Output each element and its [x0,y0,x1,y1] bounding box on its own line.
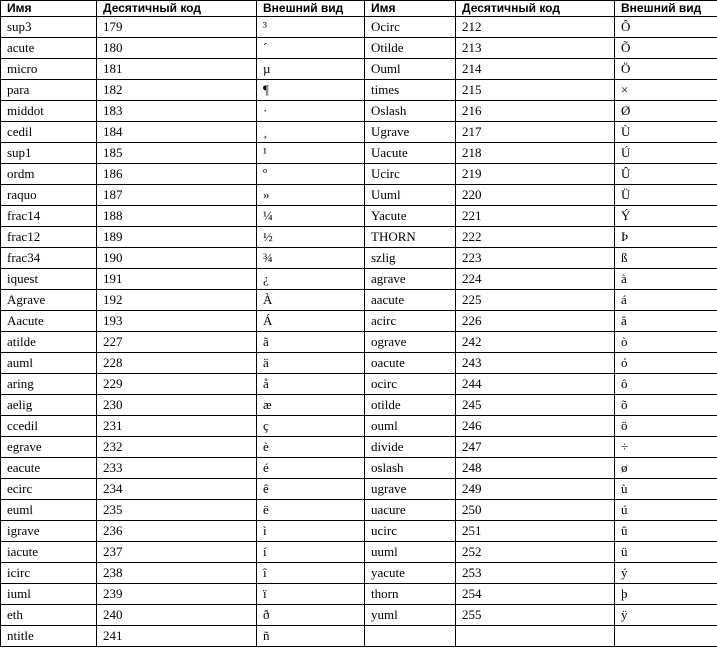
glyph-cell-right: â [615,311,717,332]
glyph-cell-left: Á [257,311,365,332]
table-row [1,101,717,122]
glyph-cell-right: õ [615,395,717,416]
glyph-cell-right [615,626,717,647]
glyph-cell-left: ä [257,353,365,374]
decimal-code-cell-left: 180 [97,38,257,59]
decimal-code-cell-left: 227 [97,332,257,353]
decimal-code-cell-left: 234 [97,479,257,500]
entity-name-cell-right: THORN [365,227,456,248]
entity-name-cell-right: yuml [365,605,456,626]
glyph-cell-left: í [257,542,365,563]
decimal-code-cell-left: 179 [97,17,257,38]
decimal-code-cell-left: 230 [97,395,257,416]
entity-name-cell-left: para [1,80,97,101]
decimal-code-cell-left: 190 [97,248,257,269]
table-row [1,227,717,248]
glyph-cell-left: µ [257,59,365,80]
header-view-left: Внешний вид [257,1,365,17]
decimal-code-cell-left: 236 [97,521,257,542]
decimal-code-cell-right: 215 [456,80,615,101]
table-row [1,437,717,458]
header-name-left: Имя [1,1,97,17]
entity-name-cell-right: uuml [365,542,456,563]
header-code-right: Десятичный код [456,1,615,17]
decimal-code-cell-right: 216 [456,101,615,122]
entity-name-cell-left: auml [1,353,97,374]
glyph-cell-left: ë [257,500,365,521]
entity-name-cell-right: Ocirc [365,17,456,38]
entity-name-cell-left: micro [1,59,97,80]
decimal-code-cell-left: 233 [97,458,257,479]
decimal-code-cell-left: 231 [97,416,257,437]
glyph-cell-right: ú [615,500,717,521]
entity-name-cell-left: aring [1,374,97,395]
glyph-cell-right: ò [615,332,717,353]
entity-name-cell-left: sup3 [1,17,97,38]
entity-name-cell-left: Aacute [1,311,97,332]
glyph-cell-left: ï [257,584,365,605]
entity-name-cell-left: frac34 [1,248,97,269]
entity-name-cell-right: ucirc [365,521,456,542]
table-row [1,395,717,416]
decimal-code-cell-right: 253 [456,563,615,584]
decimal-code-cell-right: 251 [456,521,615,542]
glyph-cell-left: å [257,374,365,395]
decimal-code-cell-right: 224 [456,269,615,290]
table-row [1,17,717,38]
decimal-code-cell-left: 191 [97,269,257,290]
glyph-cell-left: À [257,290,365,311]
entity-name-cell-right: Ugrave [365,122,456,143]
table-row [1,122,717,143]
glyph-cell-right: Ú [615,143,717,164]
glyph-cell-left: ¾ [257,248,365,269]
glyph-cell-left: ê [257,479,365,500]
glyph-cell-left: ñ [257,626,365,647]
glyph-cell-right: Ø [615,101,717,122]
table-row [1,185,717,206]
glyph-cell-left: æ [257,395,365,416]
header-view-right: Внешний вид [615,1,717,17]
decimal-code-cell-right: 252 [456,542,615,563]
entity-name-cell-left: ccedil [1,416,97,437]
entity-name-cell-left: icirc [1,563,97,584]
glyph-cell-right: ý [615,563,717,584]
entity-name-cell-left: euml [1,500,97,521]
table-row [1,584,717,605]
entity-name-cell-right: szlig [365,248,456,269]
glyph-cell-right: Ù [615,122,717,143]
table-row [1,605,717,626]
entity-name-cell-right: ouml [365,416,456,437]
decimal-code-cell-right: 248 [456,458,615,479]
table-row [1,80,717,101]
entity-name-cell-left: iuml [1,584,97,605]
table-row [1,206,717,227]
glyph-cell-left: é [257,458,365,479]
entity-name-cell-right: Ucirc [365,164,456,185]
glyph-cell-left: » [257,185,365,206]
decimal-code-cell-right: 214 [456,59,615,80]
glyph-cell-left: î [257,563,365,584]
decimal-code-cell-left: 192 [97,290,257,311]
glyph-cell-left: ½ [257,227,365,248]
entity-name-cell-left: frac14 [1,206,97,227]
decimal-code-cell-right: 213 [456,38,615,59]
decimal-code-cell-right: 218 [456,143,615,164]
table-row [1,353,717,374]
entity-name-cell-left: iquest [1,269,97,290]
entity-name-cell-right: Uuml [365,185,456,206]
decimal-code-cell-right: 217 [456,122,615,143]
table-row [1,38,717,59]
glyph-cell-left: ð [257,605,365,626]
decimal-code-cell-left: 183 [97,101,257,122]
entity-name-cell-left: ntitle [1,626,97,647]
entity-name-cell-right [365,626,456,647]
decimal-code-cell-right: 244 [456,374,615,395]
entity-name-cell-left: middot [1,101,97,122]
decimal-code-cell-right: 243 [456,353,615,374]
glyph-cell-right: Þ [615,227,717,248]
entity-name-cell-right: aacute [365,290,456,311]
glyph-cell-right: Ô [615,17,717,38]
decimal-code-cell-left: 187 [97,185,257,206]
entity-name-cell-left: igrave [1,521,97,542]
table-row [1,563,717,584]
decimal-code-cell-left: 241 [97,626,257,647]
decimal-code-cell-right: 254 [456,584,615,605]
decimal-code-cell-right: 245 [456,395,615,416]
glyph-cell-right: þ [615,584,717,605]
entity-name-cell-left: sup1 [1,143,97,164]
decimal-code-cell-right: 247 [456,437,615,458]
entity-name-cell-left: ecirc [1,479,97,500]
table-row [1,59,717,80]
decimal-code-cell-left: 186 [97,164,257,185]
glyph-cell-left: ç [257,416,365,437]
table-row [1,311,717,332]
decimal-code-cell-right [456,626,615,647]
glyph-cell-right: ô [615,374,717,395]
decimal-code-cell-left: 184 [97,122,257,143]
entity-name-cell-right: uacure [365,500,456,521]
glyph-cell-left: ³ [257,17,365,38]
entity-name-cell-right: Oslash [365,101,456,122]
glyph-cell-left: ¸ [257,122,365,143]
decimal-code-cell-left: 240 [97,605,257,626]
glyph-cell-right: ø [615,458,717,479]
entity-name-cell-left: ordm [1,164,97,185]
decimal-code-cell-left: 188 [97,206,257,227]
glyph-cell-right: ù [615,479,717,500]
table-row [1,332,717,353]
entity-name-cell-right: ograve [365,332,456,353]
decimal-code-cell-right: 212 [456,17,615,38]
decimal-code-cell-left: 238 [97,563,257,584]
glyph-cell-right: ö [615,416,717,437]
entity-name-cell-right: Yacute [365,206,456,227]
decimal-code-cell-right: 222 [456,227,615,248]
glyph-cell-right: à [615,269,717,290]
table-row [1,479,717,500]
table-row [1,626,717,647]
table-row [1,521,717,542]
decimal-code-cell-right: 250 [456,500,615,521]
entity-name-cell-left: aelig [1,395,97,416]
entity-name-cell-left: acute [1,38,97,59]
glyph-cell-left: ¶ [257,80,365,101]
decimal-code-cell-right: 219 [456,164,615,185]
glyph-cell-right: ÷ [615,437,717,458]
decimal-code-cell-right: 249 [456,479,615,500]
entity-name-cell-right: otilde [365,395,456,416]
decimal-code-cell-left: 181 [97,59,257,80]
entity-name-cell-right: Otilde [365,38,456,59]
glyph-cell-left: ¼ [257,206,365,227]
glyph-cell-right: Ö [615,59,717,80]
entity-name-cell-left: cedil [1,122,97,143]
entity-name-cell-right: agrave [365,269,456,290]
decimal-code-cell-left: 189 [97,227,257,248]
table-row [1,164,717,185]
glyph-cell-right: ÿ [615,605,717,626]
entity-name-cell-left: egrave [1,437,97,458]
header-name-right: Имя [365,1,456,17]
glyph-cell-right: Û [615,164,717,185]
entity-name-cell-right: Uacute [365,143,456,164]
table-row [1,458,717,479]
decimal-code-cell-left: 229 [97,374,257,395]
decimal-code-cell-left: 239 [97,584,257,605]
decimal-code-cell-right: 225 [456,290,615,311]
glyph-cell-left: º [257,164,365,185]
table-row [1,290,717,311]
entity-name-cell-right: oacute [365,353,456,374]
glyph-cell-right: û [615,521,717,542]
decimal-code-cell-left: 232 [97,437,257,458]
entity-name-cell-left: iacute [1,542,97,563]
decimal-code-cell-left: 182 [97,80,257,101]
entity-name-cell-right: yacute [365,563,456,584]
entity-name-cell-right: Ouml [365,59,456,80]
table-row [1,542,717,563]
glyph-cell-left: è [257,437,365,458]
glyph-cell-left: ¹ [257,143,365,164]
glyph-cell-right: ó [615,353,717,374]
decimal-code-cell-left: 237 [97,542,257,563]
table-row [1,143,717,164]
table-row [1,416,717,437]
glyph-cell-left: · [257,101,365,122]
entity-name-cell-right: times [365,80,456,101]
table-row [1,269,717,290]
entity-name-cell-right: oslash [365,458,456,479]
decimal-code-cell-left: 228 [97,353,257,374]
glyph-cell-right: Ü [615,185,717,206]
decimal-code-cell-right: 242 [456,332,615,353]
decimal-code-cell-left: 193 [97,311,257,332]
decimal-code-cell-left: 185 [97,143,257,164]
decimal-code-cell-right: 246 [456,416,615,437]
glyph-cell-right: × [615,80,717,101]
decimal-code-cell-right: 255 [456,605,615,626]
entity-name-cell-right: ocirc [365,374,456,395]
header-code-left: Десятичный код [97,1,257,17]
glyph-cell-left: ã [257,332,365,353]
entity-name-cell-left: raquo [1,185,97,206]
entity-name-cell-left: eth [1,605,97,626]
glyph-cell-right: Õ [615,38,717,59]
table-row [1,248,717,269]
glyph-cell-right: Ý [615,206,717,227]
decimal-code-cell-right: 220 [456,185,615,206]
entity-name-cell-left: eacute [1,458,97,479]
entity-name-cell-left: frac12 [1,227,97,248]
table-body [1,17,717,647]
entity-name-cell-right: ugrave [365,479,456,500]
table-row [1,500,717,521]
glyph-cell-right: ü [615,542,717,563]
entity-name-cell-right: thorn [365,584,456,605]
glyph-cell-right: ß [615,248,717,269]
decimal-code-cell-left: 235 [97,500,257,521]
glyph-cell-left: ´ [257,38,365,59]
glyph-cell-left: ì [257,521,365,542]
table-header-row [1,1,717,17]
entity-name-cell-right: divide [365,437,456,458]
glyph-cell-right: á [615,290,717,311]
entity-name-cell-left: Agrave [1,290,97,311]
entity-name-cell-left: atilde [1,332,97,353]
decimal-code-cell-right: 221 [456,206,615,227]
glyph-cell-left: ¿ [257,269,365,290]
decimal-code-cell-right: 223 [456,248,615,269]
entity-name-cell-right: acirc [365,311,456,332]
decimal-code-cell-right: 226 [456,311,615,332]
table-row [1,374,717,395]
